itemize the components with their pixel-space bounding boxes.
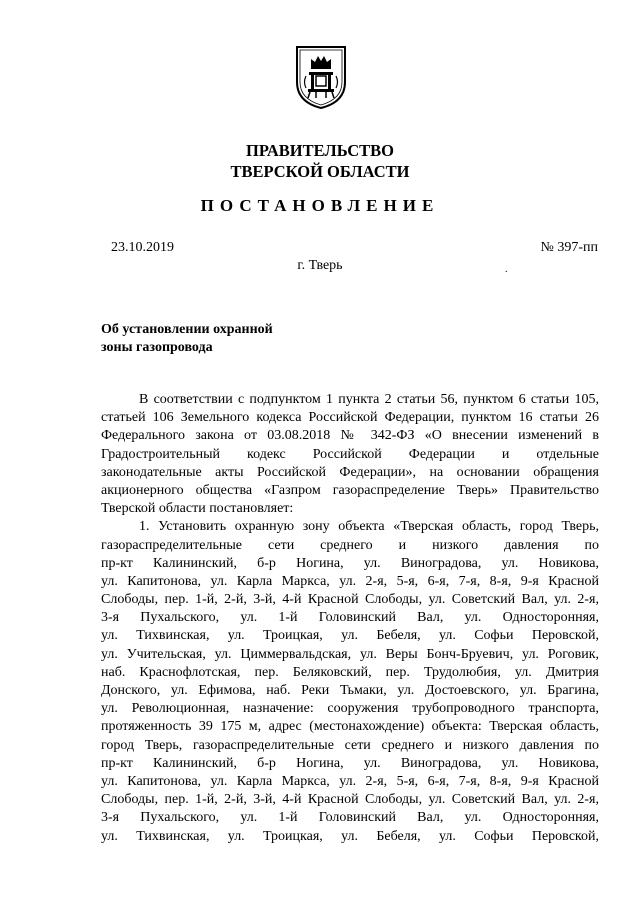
subject-title-line2: зоны газопровода [101,340,213,355]
body-line: ул. Капитонова, ул. Карла Маркса, ул. 2-я, 5-я, 6-я, 7-я, 8-я, 9-я Красной [101,573,599,589]
body-line: Донского, ул. Ефимова, наб. Реки Тьмаки, ул. Достоевского, ул. Брагина, [101,683,599,698]
government-name-line1: ПРАВИТЕЛЬСТВО [246,141,394,160]
coat-of-arms-icon [294,44,348,110]
body-line: статьей 106 Земельного кодекса Российской Федерации, пунктом 16 статьи 26 [101,410,599,426]
decree-body [101,391,599,846]
body-line: В соответствии с подпунктом 1 пункта 2 статьи 56, пунктом 6 статьи 105, [139,392,599,407]
body-line: 3-я Пухальского, ул. 1-й Головинский Вал, ул. Односторонняя, [101,610,599,626]
body-line: протяженность 39 175 м, адрес (местонахождение) объекта: Тверская область, [101,719,599,735]
body-line: город Тверь, газораспределительные сети среднего и низкого давления по [101,737,599,753]
body-line: пр-кт Калининский, б-р Ногина, ул. Виноградова, ул. Новикова, [101,755,599,771]
subject-title-line1: Об установлении охранной [101,322,273,337]
body-line: ул. Капитонова, ул. Карла Маркса, ул. 2-я, 5-я, 6-я, 7-я, 8-я, 9-я Красной [101,773,599,789]
body-line: ул. Тихвинская, ул. Троицкая, ул. Бебеля, ул. Софьи Перовской, [101,628,599,644]
document-type: ПОСТАНОВЛЕНИЕ [200,196,440,215]
body-line: Градостроительный кодекс Российской Федерации и отдельные [101,446,599,462]
body-line: 3-я Пухальского, ул. 1-й Головинский Вал, ул. Односторонняя, [101,810,599,826]
body-line: пр-кт Калининский, б-р Ногина, ул. Виноградова, ул. Новикова, [101,555,599,571]
body-line: ул. Тихвинская, ул. Троицкая, ул. Бебеля, ул. Софьи Перовской, [101,828,599,844]
scan-speck: . [505,264,508,275]
body-line: Федерального закона от 03.08.2018 № 342-ФЗ «О внесении изменений в [101,428,599,444]
decree-number: № 397-пп [540,240,598,255]
body-line: наб. Краснофлотская, пер. Беляковский, пер. Трудолюбия, ул. Дмитрия [101,664,599,680]
body-line: газораспределительные сети среднего и низкого давления по [101,537,599,553]
government-name-line2: ТВЕРСКОЙ ОБЛАСТИ [230,162,410,181]
body-line: Слободы, пер. 1-й, 2-й, 3-й, 4-й Красной Слободы, ул. Советский Вал, ул. 2-я, [101,592,599,608]
decree-date: 23.10.2019 [111,240,174,255]
decree-city: г. Тверь [297,258,343,273]
body-line: ул. Учительская, ул. Циммервальдская, ул. Веры Бонч-Бруевич, ул. Роговик, [101,646,599,662]
body-line: 1. Установить охранную зону объекта «Тверская область, город Тверь, [139,519,599,535]
body-line: Слободы, пер. 1-й, 2-й, 3-й, 4-й Красной Слободы, ул. Советский Вал, ул. 2-я, [101,792,599,808]
body-line: ул. Революционная, назначение: сооружения трубопроводного транспорта, [101,701,599,717]
body-line: акционерного общества «Газпром газораспределение Тверь» Правительство [101,482,599,498]
body-line: законодательные акты Российской Федерации», на основании обращения [101,464,599,480]
body-line: Тверской области постановляет: [101,501,294,517]
